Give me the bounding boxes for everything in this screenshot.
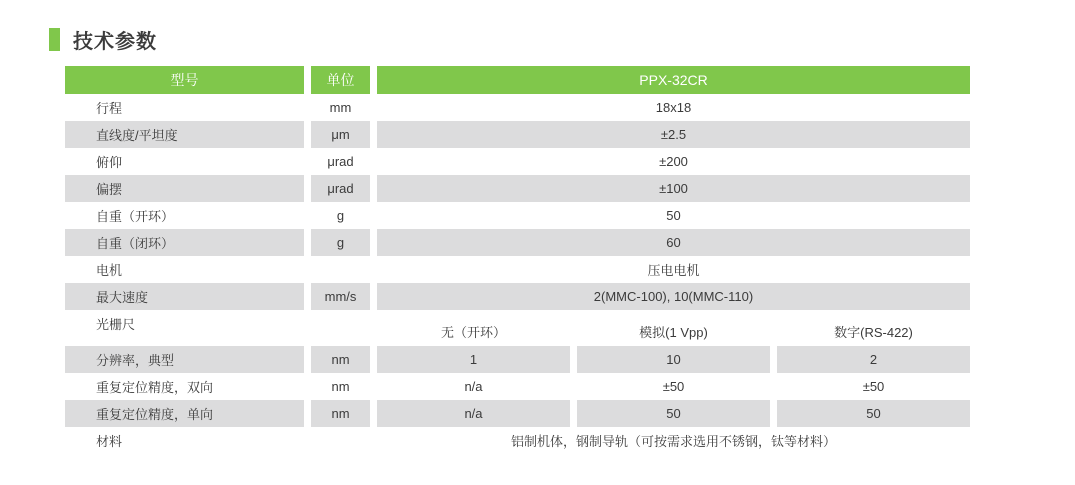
row-unit: mm [329, 100, 352, 115]
row-value: 铝制机体，钢制导轨（可按需求选用不锈钢，钛等材料） [510, 434, 836, 449]
header-product-cell: PPX-32CR [377, 66, 970, 94]
title-accent-bar [49, 28, 60, 51]
table-body [65, 94, 970, 454]
row-label: 自重（闭环） [65, 229, 304, 256]
row-label: 重复定位精度，单向 [65, 400, 304, 427]
row-label: 直线度/平坦度 [65, 121, 304, 148]
row-subvalue: 50 [777, 400, 970, 427]
table-row [65, 283, 970, 310]
row-value: 50 [666, 208, 681, 223]
table-row [65, 427, 970, 454]
spec-table [65, 66, 970, 454]
row-label: 光栅尺 [96, 317, 136, 332]
row-unit: nm [331, 379, 350, 394]
table-row [65, 310, 970, 346]
row-subvalue: 50 [577, 400, 770, 427]
row-unit: μrad [327, 154, 354, 169]
table-row [65, 121, 970, 148]
row-subvalue: 10 [577, 346, 770, 373]
row-unit: μm [311, 121, 370, 148]
row-subvalue: 1 [377, 346, 570, 373]
page-title: 技术参数 [73, 31, 157, 53]
table-row [65, 94, 970, 121]
row-value: ±2.5 [377, 121, 970, 148]
table-row [65, 256, 970, 283]
table-row [65, 175, 970, 202]
row-subvalue: ±50 [862, 379, 885, 394]
row-unit: μrad [311, 175, 370, 202]
row-unit: g [311, 229, 370, 256]
row-unit: mm/s [311, 283, 370, 310]
row-values [377, 310, 970, 346]
row-value: ±100 [377, 175, 970, 202]
row-unit: nm [311, 346, 370, 373]
row-values [377, 400, 970, 427]
row-label: 行程 [96, 101, 123, 116]
row-label: 重复定位精度，双向 [96, 380, 214, 395]
header-unit-cell: 单位 [311, 66, 370, 94]
row-label: 电机 [96, 263, 123, 278]
row-unit [311, 256, 370, 283]
row-label: 偏摆 [65, 175, 304, 202]
table-row [65, 373, 970, 400]
row-values [377, 373, 970, 400]
row-label: 分辨率，典型 [65, 346, 304, 373]
row-values [377, 346, 970, 373]
row-unit [311, 310, 370, 346]
row-value: 压电电机 [647, 263, 700, 278]
row-value: ±200 [659, 154, 688, 169]
row-unit [311, 427, 370, 454]
row-label: 材料 [96, 434, 123, 449]
row-unit: nm [311, 400, 370, 427]
row-subvalue: 2 [777, 346, 970, 373]
row-unit: g [336, 208, 345, 223]
row-label: 俯仰 [96, 155, 123, 170]
table-row [65, 229, 970, 256]
row-subvalue: n/a [377, 400, 570, 427]
section-title [49, 25, 157, 54]
table-row [65, 346, 970, 373]
header-model-cell: 型号 [65, 66, 304, 94]
row-subvalue: 无（开环） [440, 325, 506, 340]
row-label: 最大速度 [65, 283, 304, 310]
row-subvalue: 模拟(1 Vpp) [639, 325, 708, 340]
row-subvalue: 数字(RS-422) [834, 325, 913, 340]
table-header-row [65, 66, 970, 94]
row-subvalue: ±50 [662, 379, 685, 394]
row-value: 2(MMC-100), 10(MMC-110) [377, 283, 970, 310]
row-subvalue: n/a [464, 379, 483, 394]
table-row [65, 400, 970, 427]
table-row [65, 202, 970, 229]
table-row [65, 148, 970, 175]
row-value: 60 [377, 229, 970, 256]
row-label: 自重（开环） [96, 209, 175, 224]
row-value: 18x18 [655, 100, 692, 115]
